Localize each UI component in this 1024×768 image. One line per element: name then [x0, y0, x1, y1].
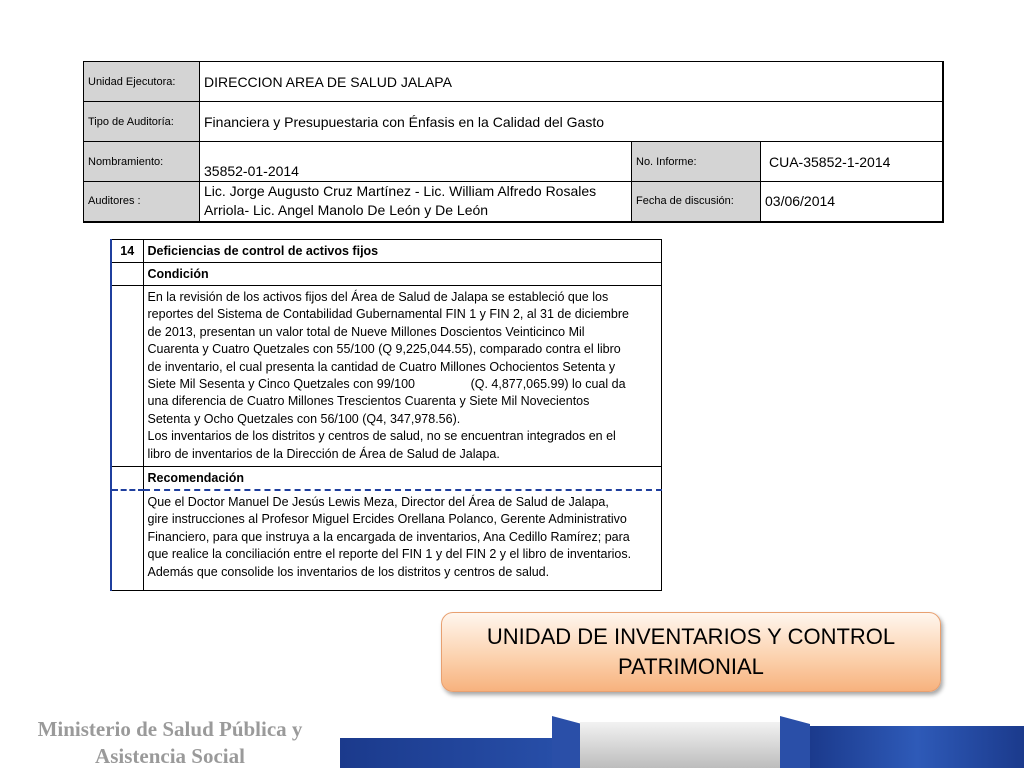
nombramiento-value: 35852-01-2014	[200, 142, 632, 182]
unidad-value: DIRECCION AREA DE SALUD JALAPA	[200, 62, 943, 102]
recomendacion-line: Además que consolide los inventarios de los distritos y centros de salud.	[147, 564, 550, 579]
condicion-line: una diferencia de Cuatro Millones Trescientos Cuarenta y Siete Mil Novecientos	[147, 394, 590, 409]
ministry-line-1: Ministerio de Salud Pública y	[37, 717, 303, 741]
informe-value: CUA-35852-1-2014	[761, 142, 943, 182]
condicion-line: libro de inventarios de la Dirección de Área de Salud de Jalapa.	[147, 446, 500, 461]
condicion-line: Siete Mil Sesenta y Cinco Quetzales con 99/100 (Q. 4,877,065.99) lo cual da	[147, 377, 626, 392]
condicion-line: de inventario, el cual presenta la cantidad de Cuatro Millones Ochocientos Setenta y	[147, 359, 616, 374]
ministry-name	[20, 716, 320, 768]
informe-label: No. Informe:	[632, 142, 761, 182]
recomendacion-text	[143, 490, 661, 591]
condicion-text	[143, 286, 661, 467]
footer-decorative-band	[340, 712, 1024, 768]
audit-header-table	[83, 61, 944, 223]
condicion-heading: Condición	[143, 263, 661, 286]
fecha-label: Fecha de discusión:	[632, 182, 761, 222]
callout-line-2: PATRIMONIAL	[618, 654, 764, 679]
unit-callout-box	[441, 612, 941, 692]
condicion-line: de 2013, presentan un valor total de Nueve Millones Doscientos Veinticinco Mil	[147, 324, 585, 339]
auditores-line-1: Lic. Jorge Augusto Cruz Martínez - Lic. William Alfredo Rosales	[204, 183, 597, 200]
condicion-line: En la revisión de los activos fijos del Área de Salud de Jalapa se estableció que los	[147, 290, 609, 304]
recomendacion-line: que realice la conciliación entre el reporte del FIN 1 y del FIN 2 y el libro de inventarios.	[147, 547, 632, 562]
recomendacion-line: Que el Doctor Manuel De Jesús Lewis Meza, Director del Área de Salud de Jalapa,	[147, 495, 609, 510]
recomendacion-heading: Recomendación	[143, 467, 661, 491]
condicion-line: Setenta y Ocho Quetzales con 56/100 (Q4, 347,978.56).	[147, 411, 461, 426]
condicion-line: Los inventarios de los distritos y centros de salud, no se encuentran integrados en el	[147, 429, 616, 444]
tipo-label: Tipo de Auditoría:	[84, 102, 200, 142]
auditores-line-2: Arriola- Lic. Angel Manolo De León y De León	[204, 202, 489, 219]
finding-title: Deficiencias de control de activos fijos	[143, 240, 661, 263]
auditores-label: Auditores :	[84, 182, 200, 222]
recomendacion-line: gire instrucciones al Profesor Miguel Ercides Orellana Polanco, Gerente Administrativo	[147, 512, 627, 527]
recomendacion-line: Financiero, para que instruya a la encargada de inventarios, Ana Cedillo Ramírez; para	[147, 529, 630, 544]
finding-table	[110, 239, 662, 591]
auditores-value	[200, 182, 632, 222]
ministry-line-2: Asistencia Social	[95, 744, 245, 768]
unidad-label: Unidad Ejecutora:	[84, 62, 200, 102]
finding-number: 14	[111, 240, 143, 263]
condicion-line: Cuarenta y Cuatro Quetzales con 55/100 (Q 9,225,044.55), comparado contra el libro	[147, 342, 621, 357]
condicion-line: reportes del Sistema de Contabilidad Gubernamental FIN 1 y FIN 2, al 31 de diciembre	[147, 307, 629, 322]
nombramiento-label: Nombramiento:	[84, 142, 200, 182]
fecha-value: 03/06/2014	[761, 182, 943, 222]
callout-line-1: UNIDAD DE INVENTARIOS Y CONTROL	[486, 624, 896, 649]
tipo-value: Financiera y Presupuestaria con Énfasis en la Calidad del Gasto	[200, 102, 943, 142]
